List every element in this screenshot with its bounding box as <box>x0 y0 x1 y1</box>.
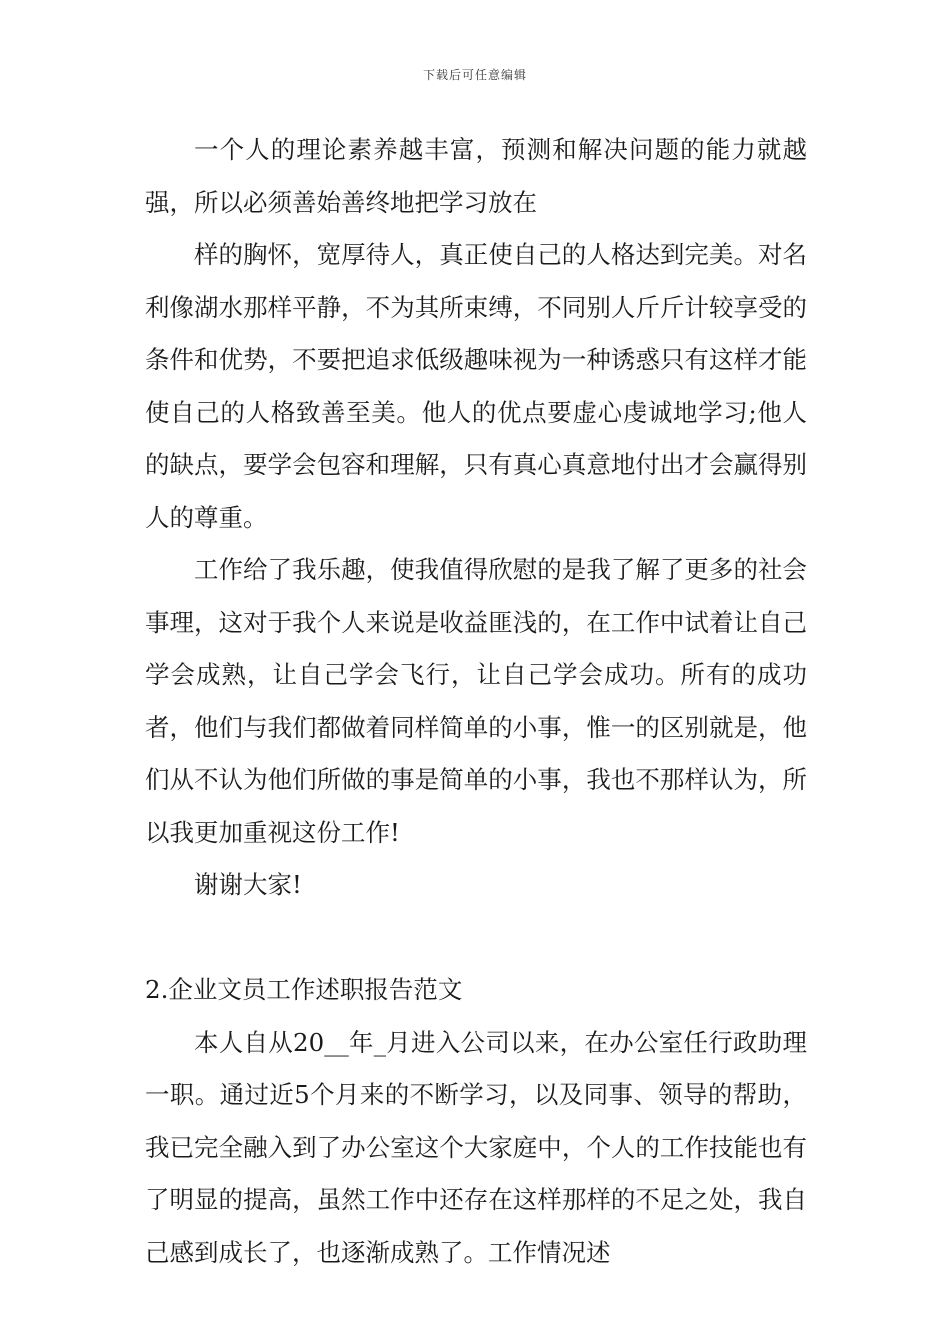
paragraph-thanks: 谢谢大家! <box>194 870 302 899</box>
paragraph-theory-learning: 一个人的理论素养越丰富，预测和解决问题的能力就越强，所以必须善始善终地把学习放在 <box>145 135 807 217</box>
page-header-note: 下载后可任意编辑 <box>422 68 527 82</box>
paragraph-character: 样的胸怀，宽厚待人，真正使自己的人格达到完美。对名利像湖水那样平静，不为其所束缚，不同别人斤斤计较享受的条件和优势，不要把追求低级趣味视为一种诱惑只有这样才能使自己的人格致善至美。他人的优点要虚心虔诚地学习;他人的缺点，要学会包容和理解，只有真心真意地付出才会赢得别人的尊重。 <box>145 240 807 532</box>
section-heading: 2.企业文员工作述职报告范文 <box>145 975 463 1004</box>
paragraph-section-intro: 本人自从20__年_月进入公司以来，在办公室任行政助理一职。通过近5个月来的不断学习，以及同事、领导的帮助，我已完全融入到了办公室这个大家庭中，个人的工作技能也有了明显的提高，虽然工作中还存在这样那样的不足之处，我自己感到成长了，也逐渐成熟了。工作情况述 <box>145 1027 807 1267</box>
section-spacer <box>145 912 807 965</box>
paragraph-work-joy: 工作给了我乐趣，使我值得欣慰的是我了解了更多的社会事理，这对于我个人来说是收益匪浅的，在工作中试着让自己学会成熟，让自己学会飞行，让自己学会成功。所有的成功者，他们与我们都做着同样简单的小事，惟一的区别就是，他们从不认为他们所做的事是简单的小事，我也不那样认为，所以我更加重视这份工作! <box>145 555 807 847</box>
document-body <box>145 124 807 1279</box>
